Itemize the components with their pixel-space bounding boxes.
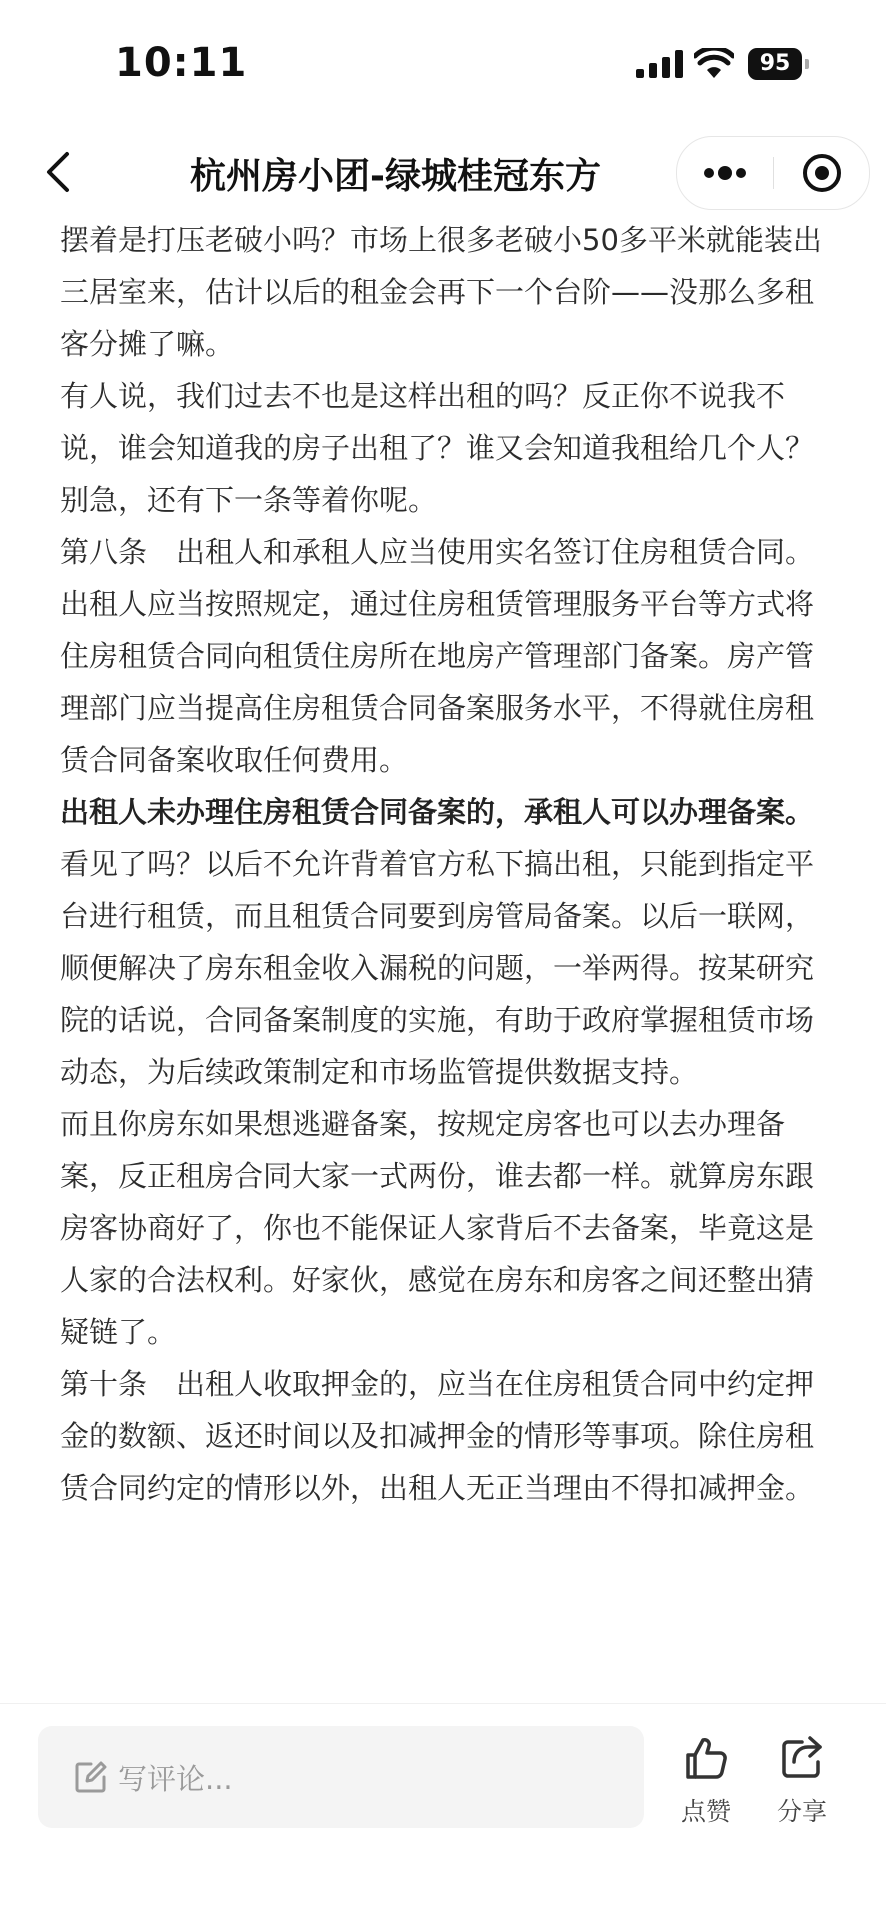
article-paragraph: 有人说，我们过去不也是这样出租的吗？反正你不说我不说，谁会知道我的房子出租了？谁又会知道我租给几个人？别急，还有下一条等着你呢。 <box>60 379 815 517</box>
page-title: 杭州房小团-绿城桂冠东方 <box>190 156 601 197</box>
close-mini-program-icon <box>802 153 842 193</box>
battery-level: 95 <box>748 48 802 80</box>
mini-program-capsule <box>676 136 870 210</box>
article-paragraph: 看见了吗？以后不允许背着官方私下搞出租，只能到指定平台进行租赁，而且租赁合同要到房管局备案。以后一联网，顺便解决了房东租金收入漏税的问题，一举两得。按某研究院的话说，合同备案制度的实施，有助于政府掌握租赁市场动态，为后续政策制定和市场监管提供数据支持。 <box>60 847 815 1089</box>
like-label: 点赞 <box>680 1797 731 1826</box>
wifi-icon <box>694 48 734 80</box>
article-paragraph-bold: 出租人未办理住房租赁合同备案的，承租人可以办理备案。 <box>60 795 815 829</box>
status-bar <box>0 0 886 120</box>
bottom-bar <box>0 1703 886 1921</box>
article-paragraph: 第八条 出租人和承租人应当使用实名签订住房租赁合同。 <box>60 535 815 569</box>
more-button[interactable] <box>677 137 773 209</box>
article-body <box>60 214 830 1704</box>
status-time: 10:11 <box>115 40 248 86</box>
close-mini-program-button[interactable] <box>774 137 869 209</box>
article-paragraph: 摆着是打压老破小吗？市场上很多老破小50多平米就能装出三居室来，估计以后的租金会再下一个台阶——没那么多租客分摊了嘛。 <box>60 223 822 361</box>
back-button[interactable] <box>30 144 86 200</box>
like-button[interactable] <box>666 1734 746 1828</box>
signal-icon <box>636 50 684 78</box>
comment-placeholder: 写评论... <box>118 1761 233 1796</box>
back-icon <box>43 150 73 194</box>
thumbs-up-icon <box>682 1734 730 1782</box>
article-paragraph: 第十条 出租人收取押金的，应当在住房租赁合同中约定押金的数额、返还时间以及扣减押金的情形等事项。除住房租赁合同约定的情形以外，出租人无正当理由不得扣减押金。 <box>60 1367 815 1505</box>
battery-icon <box>748 48 810 80</box>
edit-icon <box>74 1760 108 1794</box>
comment-input[interactable] <box>38 1726 644 1828</box>
share-icon <box>778 1734 826 1782</box>
share-button[interactable] <box>762 1734 842 1828</box>
more-icon <box>702 166 748 180</box>
share-label: 分享 <box>776 1797 827 1826</box>
article-paragraph: 而且你房东如果想逃避备案，按规定房客也可以去办理备案，反正租房合同大家一式两份，谁去都一样。就算房东跟房客协商好了，你也不能保证人家背后不去备案，毕竟这是人家的合法权利。好家伙，感觉在房东和房客之间还整出猜疑链了。 <box>60 1107 815 1349</box>
nav-bar <box>0 130 886 214</box>
article-paragraph: 出租人应当按照规定，通过住房租赁管理服务平台等方式将住房租赁合同向租赁住房所在地房产管理部门备案。房产管理部门应当提高住房租赁合同备案服务水平，不得就住房租赁合同备案收取任何费用。 <box>60 587 815 777</box>
